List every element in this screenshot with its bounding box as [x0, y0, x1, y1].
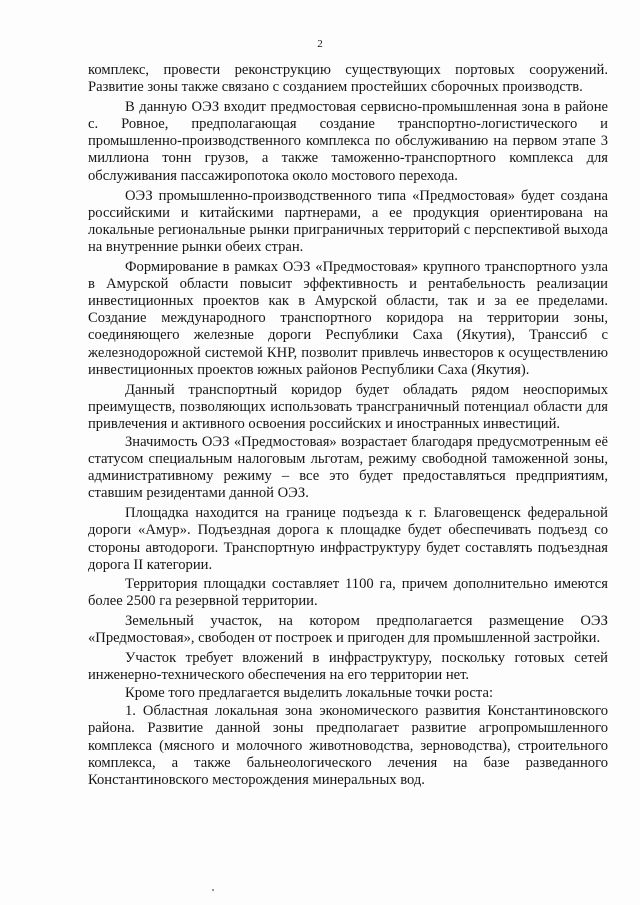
paragraph-transport-hub: Формирование в рамках ОЭЗ «Предмостовая» крупного транспортного узла в Амурской области повысит эффективность и рентабельность реализации инвестиционных проектов как в Амурской области, так и за ее пределами. Создание международного транспортного коридора на территории зоны, соединяющего железные дороги Республики Саха (Якутия), Транссиб с железнодорожной системой КНР, позволит привлечь инвесторов к осуществлению инвестиционных проектов южных районов Республики Саха (Якутия). [88, 259, 608, 378]
paragraph-infrastructure: Участок требует вложений в инфраструктуру, поскольку готовых сетей инженерно-технического обеспечения на его территории нет. [88, 650, 608, 684]
paragraph-partners: ОЭЗ промышленно-производственного типа «Предмостовая» будет создана российскими и китайскими партнерами, а ее продукция ориентирована на локальные региональные рынки приграничных территорий с перспективой выхода на внутренние рынки обеих стран. [88, 187, 608, 255]
body-text [88, 62, 608, 789]
page-number: 2 [317, 38, 323, 50]
paragraph-bridgehead-zone: В данную ОЭЗ входит предмостовая сервисно-промышленная зона в районе с. Ровное, предполагающая создание транспортно-логистического и промышленно-производственного комплекса по обслуживанию на первом этапе 3 миллиона тонн грузов, а также таможенно-транспортного комплекса для обслуживания пассажиропотока около мостового перехода. [88, 99, 608, 184]
paragraph-significance: Значимость ОЭЗ «Предмостовая» возрастает благодаря предусмотренным её статусом специальным налоговым льготам, режиму свободной таможенной зоны, административному режиму – все это будет предоставляться предприятиям, ставшим резидентами данной ОЭЗ. [88, 433, 608, 502]
paragraph-corridor-advantages: Данный транспортный коридор будет обладать рядом неоспоримых преимуществ, позволяющих использовать трансграничный потенциал области для привлечения и активного освоения российских и иностранных инвестиций. [88, 381, 608, 432]
paragraph-site-location: Площадка находится на границе подъезда к г. Благовещенск федеральной дороги «Амур». Подъездная дорога к площадке будет обеспечивать подъезд со стороны автодороги. Транспортную инфраструктуру будет составлять подъездная дорога II категории. [88, 505, 608, 573]
paragraph-territory-area: Территория площадки составляет 1100 га, причем дополнительно имеются более 2500 га резервной территории. [88, 575, 608, 609]
paragraph-port-complex: комплекс, провести реконструкцию существующих портовых сооружений. Развитие зоны также связано с созданием простейших сборочных производств. [88, 62, 608, 96]
scan-speck [212, 889, 214, 891]
paragraph-konstantinovsky-zone: 1. Областная локальная зона экономического развития Константиновского района. Развитие данной зоны предполагает развитие агропромышленного комплекса (мясного и молочного животноводства, зерноводства), строительного комплекса, а также бальнеологического лечения на базе разведанного Константиновского месторождения минеральных вод. [88, 703, 608, 788]
paragraph-land-plot: Земельный участок, на котором предполагается размещение ОЭЗ «Предмостовая», свободен от построек и пригоден для промышленной застройки. [88, 612, 608, 646]
paragraph-growth-points: Кроме того предлагается выделить локальные точки роста: [125, 685, 493, 702]
